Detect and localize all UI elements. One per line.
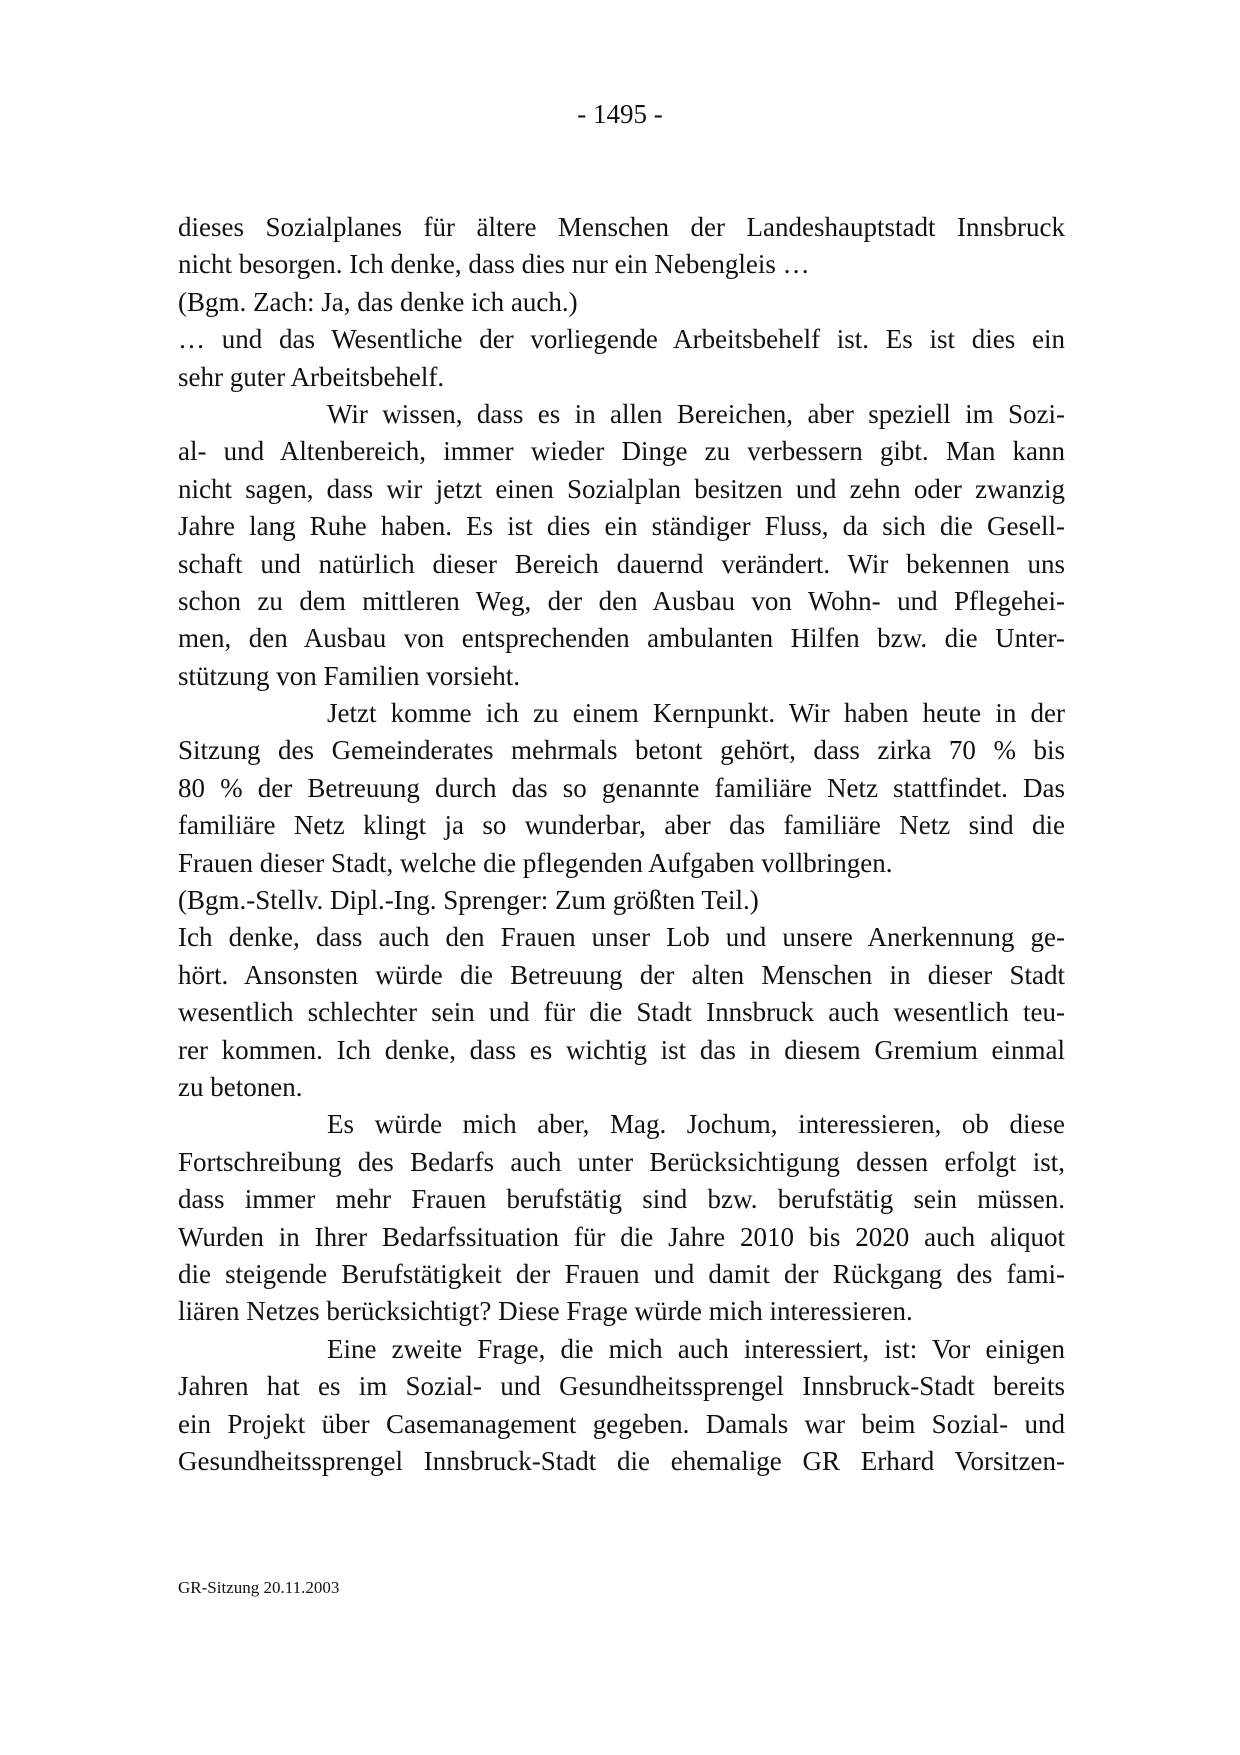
text-line: stützung von Familien vorsieht.	[178, 660, 520, 691]
paragraph-start-line: Es würde mich aber, Mag. Jochum, interessieren, ob diese	[327, 1109, 1065, 1140]
text-line: men, den Ausbau von entsprechenden ambulanten Hilfen bzw. die Unter-	[178, 623, 1065, 654]
text-line: Wurden in Ihrer Bedarfssituation für die Jahre 2010 bis 2020 auch aliquot	[178, 1221, 1065, 1252]
text-line: Gesundheitssprengel Innsbruck-Stadt die ehemalige GR Erhard Vorsitzen-	[178, 1445, 1065, 1476]
document-body	[178, 209, 1065, 1480]
text-line: schon zu dem mittleren Weg, der den Ausbau von Wohn- und Pflegehei-	[178, 585, 1065, 616]
text-line: Frauen dieser Stadt, welche die pflegenden Aufgaben vollbringen.	[178, 847, 893, 878]
text-line: Jahre lang Ruhe haben. Es ist dies ein ständiger Fluss, da sich die Gesell-	[178, 511, 1065, 542]
text-line: ein Projekt über Casemanagement gegeben. Damals war beim Sozial- und	[178, 1408, 1065, 1439]
text-line: nicht sagen, dass wir jetzt einen Sozialplan besitzen und zehn oder zwanzig	[178, 473, 1065, 504]
text-line: liären Netzes berücksichtigt? Diese Frage würde mich interessieren.	[178, 1296, 913, 1327]
text-line: dieses Sozialplanes für ältere Menschen der Landeshauptstadt Innsbruck	[178, 212, 1065, 242]
paragraph-start-line: Jetzt komme ich zu einem Kernpunkt. Wir haben heute in der	[327, 698, 1065, 729]
paragraph-start-line: Wir wissen, dass es in allen Bereichen, aber speziell im Sozi-	[327, 398, 1065, 429]
interjection-line: (Bgm. Zach: Ja, das denke ich auch.)	[178, 286, 578, 317]
text-line: wesentlich schlechter sein und für die Stadt Innsbruck auch wesentlich teu-	[178, 997, 1065, 1028]
text-line: sehr guter Arbeitsbehelf.	[178, 361, 445, 392]
text-line: al- und Altenbereich, immer wieder Dinge zu verbessern gibt. Man kann	[178, 436, 1065, 467]
text-line: Sitzung des Gemeinderates mehrmals betont gehört, dass zirka 70 % bis	[178, 735, 1065, 766]
text-line: dass immer mehr Frauen berufstätig sind bzw. berufstätig sein müssen.	[178, 1184, 1065, 1215]
text-line: zu betonen.	[178, 1071, 303, 1102]
text-line: familiäre Netz klingt ja so wunderbar, aber das familiäre Netz sind die	[178, 810, 1065, 841]
text-line: Jahren hat es im Sozial- und Gesundheitssprengel Innsbruck-Stadt bereits	[178, 1371, 1065, 1402]
text-line: Fortschreibung des Bedarfs auch unter Berücksichtigung dessen erfolgt ist,	[178, 1146, 1065, 1177]
text-line: hört. Ansonsten würde die Betreuung der alten Menschen in dieser Stadt	[178, 959, 1065, 990]
text-line: 80 % der Betreuung durch das so genannte familiäre Netz stattfindet. Das	[178, 772, 1065, 803]
text-line: schaft und natürlich dieser Bereich dauernd verändert. Wir bekennen uns	[178, 548, 1065, 579]
footer-session-date: GR-Sitzung 20.11.2003	[178, 1578, 340, 1597]
text-line: rer kommen. Ich denke, dass es wichtig ist das in diesem Gremium einmal	[178, 1034, 1065, 1065]
paragraph-start-line: Eine zweite Frage, die mich auch interessiert, ist: Vor einigen	[327, 1333, 1065, 1364]
text-line: … und das Wesentliche der vorliegende Arbeitsbehelf ist. Es ist dies ein	[178, 324, 1065, 355]
text-line: Ich denke, dass auch den Frauen unser Lob und unsere Anerkennung ge-	[178, 922, 1065, 953]
text-line: nicht besorgen. Ich denke, dass dies nur ein Nebengleis …	[178, 249, 810, 280]
text-line: die steigende Berufstätigkeit der Frauen und damit der Rückgang des fami-	[178, 1258, 1065, 1289]
interjection-line: (Bgm.-Stellv. Dipl.-Ing. Sprenger: Zum größten Teil.)	[178, 885, 759, 916]
page-number: - 1495 -	[577, 99, 663, 129]
